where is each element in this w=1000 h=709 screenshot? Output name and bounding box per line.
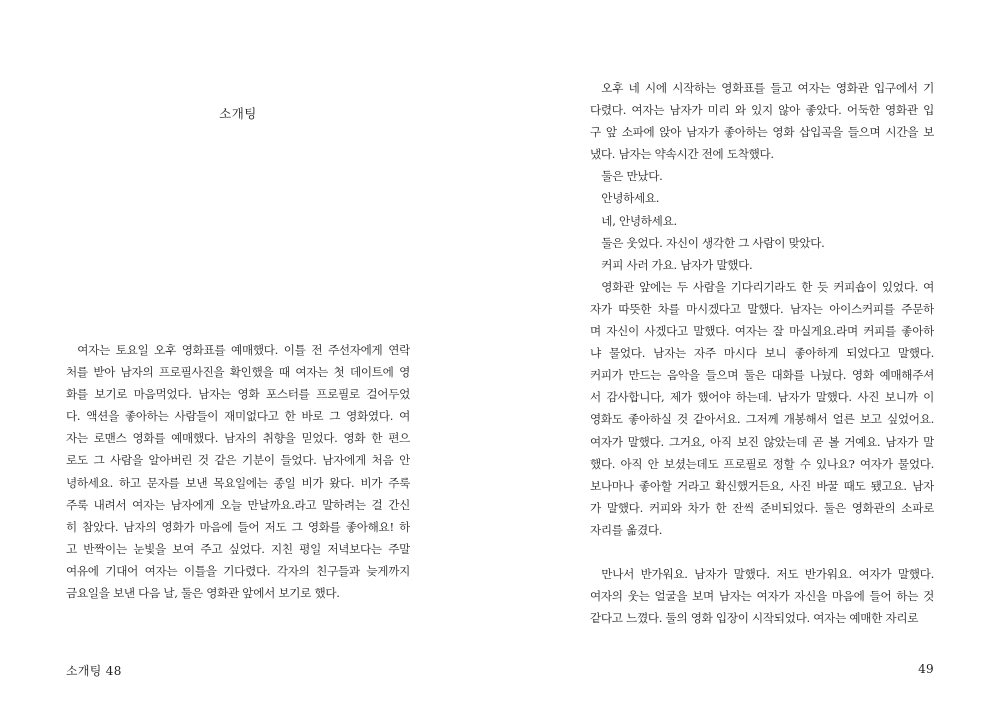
text-line: 여자가 말했다. 그거요, 아직 보진 않았는데 곧 볼 거예요. 남자가 말 (590, 434, 934, 449)
text-line: 냈다. 남자는 약속시간 전에 도착했다. (590, 147, 774, 162)
text-line: 다. 액션을 좋아하는 사람들이 재미없다고 한 바로 그 영화였다. 여 (66, 409, 410, 424)
text-line: 영화관 앞에는 두 사람을 기다리기라도 한 듯 커피숍이 있었다. 여 (590, 279, 934, 294)
text-line: 고 반짝이는 눈빛을 보여 주고 싶었다. 지친 평일 저녁보다는 주말 (66, 541, 410, 556)
text-line: 둘은 만났다. (590, 169, 663, 184)
right-body-text (590, 77, 934, 629)
text-line: 커피 사러 가요. 남자가 말했다. (590, 257, 753, 272)
text-line: 로도 그 사람을 알아버린 것 같은 기분이 들었다. 남자에게 처음 안 (66, 453, 410, 468)
chapter-title: 소개팅 (219, 106, 257, 121)
text-line: 자가 따뜻한 차를 마시겠다고 말했다. 남자는 아이스커피를 주문하 (590, 301, 934, 316)
text-line: 녕하세요. 하고 문자를 보낸 목요일에는 종일 비가 왔다. 비가 주룩 (66, 475, 410, 490)
text-line: 냐 물었다. 남자는 자주 마시다 보니 좋아하게 되었다고 말했다. (590, 346, 934, 361)
text-line: 했다. 아직 안 보셨는데도 프로필로 정할 수 있나요? 여자가 물었다. (590, 456, 934, 471)
text-line: 여자는 토요일 오후 영화표를 예매했다. 이틀 전 주선자에게 연락 (66, 343, 410, 357)
text-line: 금요일을 보낸 다음 날, 둘은 영화관 앞에서 보기로 했다. (66, 586, 340, 601)
text-line: 며 자신이 사겠다고 말했다. 여자는 잘 마실게요.라며 커피를 좋아하 (590, 324, 934, 339)
left-body-text (66, 339, 410, 604)
text-line: 보나마나 좋아할 거라고 확신했거든요, 사진 바꿀 때도 됐고요. 남자 (590, 478, 934, 493)
text-line: 처를 받아 남자의 프로필사진을 확인했을 때 여자는 첫 데이트에 영 (66, 365, 410, 380)
text-line: 둘은 웃었다. 자신이 생각한 그 사람이 맞았다. (590, 235, 825, 250)
text-line: 히 참았다. 남자의 영화가 마음에 들어 저도 그 영화를 좋아해요! 하 (66, 519, 410, 534)
left-page-number: 소개팅 48 (66, 664, 122, 678)
text-line: 여유에 기대어 여자는 이틀을 기다렸다. 각자의 친구들과 늦게까지 (66, 563, 410, 578)
text-line: 구 앞 소파에 앉아 남자가 좋아하는 영화 삽입곡을 들으며 시간을 보 (590, 125, 934, 140)
text-line (590, 541, 934, 563)
text-line: 안녕하세요. (590, 191, 660, 206)
text-line: 자리를 옮겼다. (590, 522, 663, 537)
text-line: 자는 로맨스 영화를 예매했다. 남자의 취향을 믿었다. 영화 한 편으 (66, 431, 410, 446)
text-line: 오후 네 시에 시작하는 영화표를 들고 여자는 영화관 입구에서 기 (590, 81, 934, 95)
text-line: 커피가 만드는 음악을 들으며 둘은 대화를 나눴다. 영화 예매해주셔 (590, 368, 934, 383)
text-line: 다렸다. 여자는 남자가 미리 와 있지 않아 좋았다. 어둑한 영화관 입 (590, 103, 934, 118)
text-line: 화를 보기로 마음먹었다. 남자는 영화 포스터를 프로필로 걸어두었 (66, 387, 410, 402)
text-line: 영화도 좋아하실 것 같아서요. 그저께 개봉해서 얼른 보고 싶었어요. (590, 412, 934, 427)
right-page (500, 0, 1000, 709)
text-line: 여자의 웃는 얼굴을 보며 남자는 여자가 자신을 마음에 들어 하는 것 (590, 589, 934, 604)
text-line: 주룩 내려서 여자는 남자에게 오늘 만날까요.라고 말하려는 걸 간신 (66, 497, 410, 512)
right-page-number: 49 (918, 662, 934, 676)
text-line: 가 말했다. 커피와 차가 한 잔씩 준비되었다. 둘은 영화관의 소파로 (590, 500, 934, 515)
text-line: 네, 안녕하세요. (590, 213, 677, 228)
text-line: 같다고 느꼈다. 둘의 영화 입장이 시작되었다. 여자는 예매한 자리로 (590, 611, 919, 626)
text-line: 만나서 반가워요. 남자가 말했다. 저도 반가워요. 여자가 말했다. (590, 567, 934, 582)
text-line: 서 감사합니다, 제가 했어야 하는데. 남자가 말했다. 사진 보니까 이 (590, 390, 934, 405)
